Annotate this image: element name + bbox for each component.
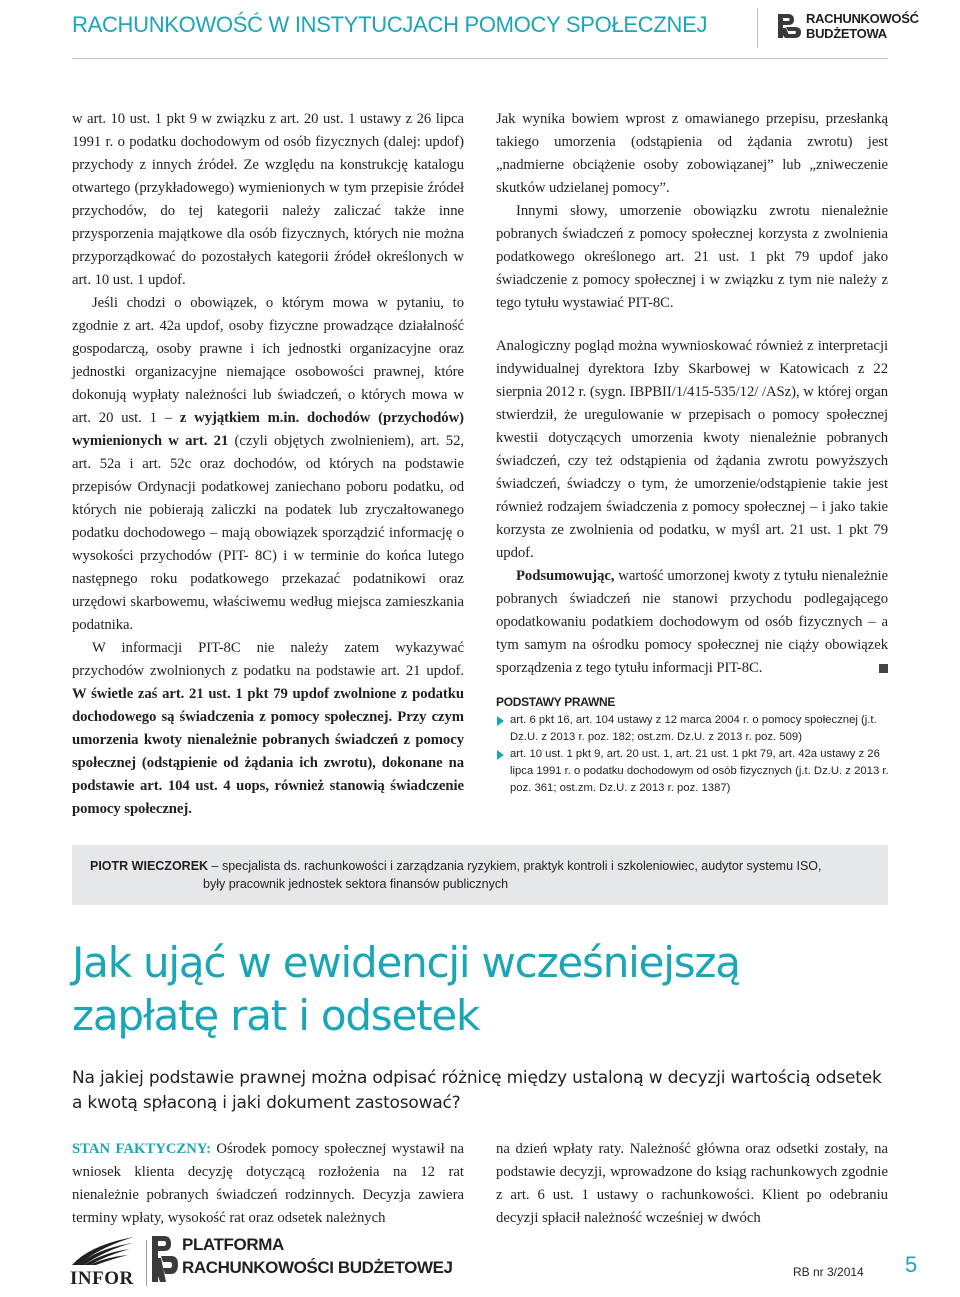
issue-number: RB nr 3/2014 <box>793 1265 864 1279</box>
platforma-line2: RACHUNKOWOŚCI BUDŻETOWEJ <box>182 1258 453 1277</box>
article-body-left: STAN FAKTYCZNY: Ośrodek pomocy społecznej wystawił na wniosek klienta decyzję dotyczącą rozłożenia na 12 rat nienależnie pobranych świadczeń rodzinnych. Decyzja zawiera terminy wpłaty, wysokość rat oraz odsetek należnych <box>72 1141 465 1226</box>
header-divider <box>757 8 758 48</box>
paragraph: w art. 10 ust. 1 pkt 9 w związku z art. 20 ust. 1 ustawy z 26 lipca 1991 r. o podatku dochodowym od osób fizycznych (dalej: updof) przychody z innych źródeł. Ze względu na konstrukcję katalogu otwartego (przykładowego) wymienionych w tym przepisie źródeł przychodów, do tej kategorii należy zaliczać także inne przysporzenia majątkowe dla osób fizycznych, których nie można przyporządkować do pozostałych kategorii źródeł określonych w art. 10 ust. 1 updof. <box>72 111 464 288</box>
paragraph: Podsumowując, wartość umorzonej kwoty z tytułu nienależnie pobranych świadczeń nie stanowi przychodu podlegającego opodatkowaniu podatkiem dochodowym od osób fizycznych – a tym samym na ośrodku pomocy społecznej nie ciąży obowiązek sporządzenia z tego tytułu informacji PIT-8C. <box>496 568 888 676</box>
bold-emphasis: z wyjątkiem m.in. dochodów (przychodów) wymienionych w art. 21 <box>72 410 464 449</box>
infor-wing-icon <box>70 1235 136 1267</box>
article-body-right: na dzień wpłaty raty. Należność główna oraz odsetki zostały, na podstawie decyzji, wprowadzone do ksiąg rachunkowych zgodnie z art. 6 ust. 1 ustawy o rachunkowości. Klient po odebraniu decyzji spłacił należność wcześniej w dwóch <box>496 1141 888 1226</box>
header-rule <box>72 58 888 59</box>
paragraph: Analogiczny pogląd można wywnioskować również z interpretacji indywidualnej dyrektora Izby Skarbowej w Katowicach z 22 sierpnia 2012 r. (sygn. IBPBII/1/415-535/12/ /ASz), w której organ stwierdził, że uregulowanie w przepisach o pomocy społecznej kwestii dotyczących umorzenia kwoty nienależnie pobranych świadczeń, czy też odstąpienia od żądania zwrotu powyższych świadczeń, świadczy o tym, że umorzenie/odstąpienie takie jest również rodzajem świadczenia z pomocy społecznej – i jako takie korzysta ze zwolnienia od podatku, w myśl art. 21 ust. 1 pkt 79 updof. <box>496 338 888 561</box>
paragraph: W informacji PIT-8C nie należy zatem wykazywać przychodów zwolnionych z podatku na podstawie art. 21 updof. W świetle zaś art. 21 ust. 1 pkt 79 updof zwolnione z podatku dochodowego są świadczenia z pomocy społecznej. Przy czym umorzenia kwoty nienależnie pobranych świadczeń z pomocy społecznej (odstąpienie od żądania ich zwrotu), dokonane na podstawie art. 104 ust. 4 uops, również stanowią świadczenie pomocy społecznej. <box>72 640 464 817</box>
page-number: 5 <box>905 1252 918 1277</box>
paragraph: Innymi słowy, umorzenie obowiązku zwrotu nienależnie pobranych świadczeń z pomocy społecznej korzysta z zwolnienia podatkowego określonego art. 21 ust. 1 pkt 79 updof jako świadczenie z pomocy społecznej i w związku z tym nie należy z tego tytułu wystawiać PIT-8C. <box>496 203 888 311</box>
author-name: PIOTR WIECZOREK <box>90 859 209 873</box>
logo-text-line1: RACHUNKOWOŚĆ <box>806 11 919 26</box>
rb-logo-icon <box>776 10 802 42</box>
author-box <box>72 845 888 905</box>
article-right-column <box>496 108 888 680</box>
paragraph: Jak wynika bowiem wprost z omawianego przepisu, przesłanką takiego umorzenia (odstąpienia od żądania zwrotu) jest „nadmierne obciążenie osoby zobowiązanej” lub „zniweczenie skutków udzielanej pomocy”. <box>496 111 888 196</box>
rb-logo-icon <box>150 1232 180 1286</box>
legal-basis-item: art. 6 pkt 16, art. 104 ustawy z 12 marca 2004 r. o pomocy społecznej (j.t. Dz.U. z 2013 r. poz. 182; ost.zm. Dz.U. z 2013 r. poz. 509) <box>496 712 896 746</box>
running-header-title: RACHUNKOWOŚĆ W INSTYTUCJACH POMOCY SPOŁECZNEJ <box>72 12 708 37</box>
author-description: – specjalista ds. rachunkowości i zarządzania ryzykiem, praktyk kontroli i szkoleniowiec, audytor systemu ISO, <box>208 859 822 873</box>
infor-logo <box>70 1235 140 1287</box>
author-description-line2: były pracownik jednostek sektora finansów publicznych <box>203 877 509 891</box>
legal-basis-item: art. 10 ust. 1 pkt 9, art. 20 ust. 1, art. 21 ust. 1 pkt 79, art. 42a ustawy z 26 lipca 1991 r. o podatku dochodowym od osób fizycznych (j.t. Dz.U. z 2013 r. poz. 361; ost.zm. Dz.U. z 2013 r. poz. 1387) <box>496 746 896 797</box>
author-line <box>90 857 870 875</box>
platforma-line1: PLATFORMA <box>182 1235 284 1254</box>
end-of-article-square-icon <box>879 664 888 673</box>
facts-label: STAN FAKTYCZNY: <box>72 1141 211 1157</box>
bold-emphasis: Podsumowując, <box>516 568 615 584</box>
legal-basis-heading: PODSTAWY PRAWNE <box>496 695 616 709</box>
article-lead: Na jakiej podstawie prawnej można odpisać różnicę między ustaloną w decyzji wartością odsetek a kwotą spłaconą i jaki dokument zastosować? <box>72 1068 882 1113</box>
legal-basis-box <box>496 694 896 797</box>
footer-divider <box>146 1240 147 1286</box>
bold-emphasis: W świetle zaś art. 21 ust. 1 pkt 79 updof zwolnione z podatku dochodowego są świadczenia z pomocy społecznej. Przy czym umorzenia kwoty nienależnie pobranych świadczeń z pomocy społecznej (odstąpienie od żądania ich zwrotu), dokonane na podstawie art. 104 ust. 4 uops, również stanowią świadczenie pomocy społecznej. <box>72 686 464 817</box>
article-headline: Jak ująć w ewidencji wcześniejszą zapłatę rat i odsetek <box>72 938 740 1040</box>
infor-wordmark: INFOR <box>70 1268 134 1289</box>
rachunkowosc-budzetowa-logo <box>776 10 926 44</box>
logo-text-line2: BUDŻETOWA <box>806 26 887 41</box>
triangle-bullet-icon <box>497 750 504 760</box>
platforma-logo <box>150 1232 453 1288</box>
article-left-column <box>72 108 464 821</box>
paragraph: Jeśli chodzi o obowiązek, o którym mowa w pytaniu, to zgodnie z art. 42a updof, osoby fizyczne prowadzące działalność gospodarczą, osoby prawne i ich jednostki organizacyjne oraz jednostki organizacyjne niemające osobowości prawnej, które dokonują wypłaty należności lub świadczeń, o których mowa w art. 20 ust. 1 – z wyjątkiem m.in. dochodów (przychodów) wymienionych w art. 21 (czyli objętych zwolnieniem), art. 52, art. 52a i art. 52c oraz dochodów, od których na podstawie przepisów Ordynacji podatkowej zaniechano poboru podatku, od których nie pobierają zaliczki na podatek lub zryczałtowanego podatku dochodowego – mają obowiązek sporządzić informację o wysokości przychodów (PIT- 8C) i w terminie do końca lutego następnego roku podatkowego przekazać podatnikowi oraz urzędowi skarbowemu, właściwemu według miejsca zamieszkania podatnika. <box>72 295 464 633</box>
triangle-bullet-icon <box>497 716 504 726</box>
